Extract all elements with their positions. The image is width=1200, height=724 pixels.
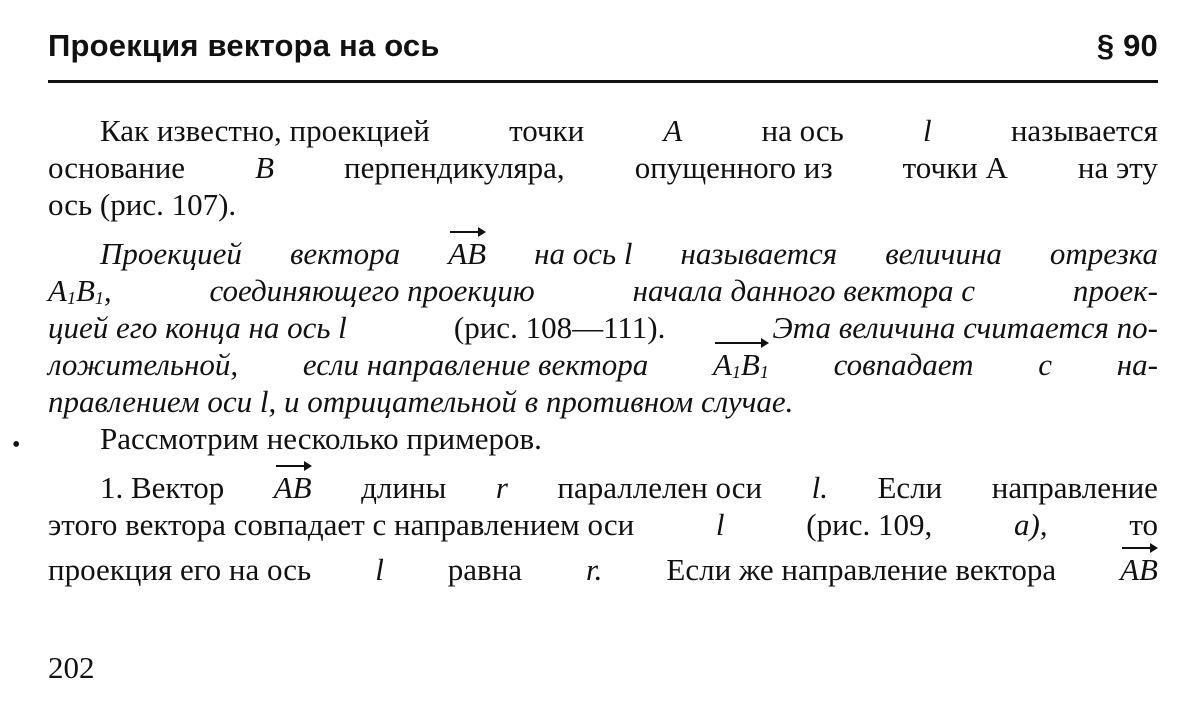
definition-line-4: ложительной, если направление вектора $A_1B_1$ совпадает с на- (48, 347, 1158, 382)
vector-ab: AB (273, 470, 312, 505)
page-number: 202 (48, 650, 95, 685)
section-number: § 90 (1096, 28, 1158, 63)
page-header (48, 28, 1158, 72)
page-body (48, 112, 1158, 588)
vector-ab: AB (1120, 552, 1158, 587)
header-rule (48, 80, 1158, 83)
paragraph-1-line-2: основание B перпендикуляра, опущенного из точки A на эту (48, 150, 1158, 185)
segment-a1b1: $A_1B_1$, (48, 273, 112, 308)
definition-line-5: правлением оси l, и отрицательной в противном случае. (48, 384, 794, 419)
example-1-line-2: этого вектора совпадает с направлением оси l (рис. 109, a), то (48, 507, 1158, 542)
definition-line-2: $A_1B_1$, соединяющего проекцию начала данного вектора с проек- (48, 273, 1158, 308)
definition-line-3: цией его конца на ось l (рис. 108—111). Эта величина считается по- (48, 310, 1158, 345)
paragraph-1-line-3: ось (рис. 107). (48, 187, 237, 222)
example-1-line-1: 1. Вектор AB длины r параллелен оси l. Если направление (100, 470, 1158, 505)
vector-a1b1: $A_1B_1$ (712, 347, 769, 382)
paragraph-1-line-1: Как известно, проекцией точки A на ось l называется (100, 113, 1158, 148)
definition-line-1: Проекцией вектора AB на ось l называется величина отрезка (100, 236, 1158, 271)
margin-bullet: • (12, 432, 21, 458)
page-title: Проекция вектора на ось (48, 28, 440, 63)
paragraph-3: Рассмотрим несколько примеров. (100, 421, 542, 456)
vector-ab: AB (448, 236, 487, 271)
example-1-line-3: проекция его на ось l равна r. Если же направление вектора AB (48, 552, 1158, 587)
